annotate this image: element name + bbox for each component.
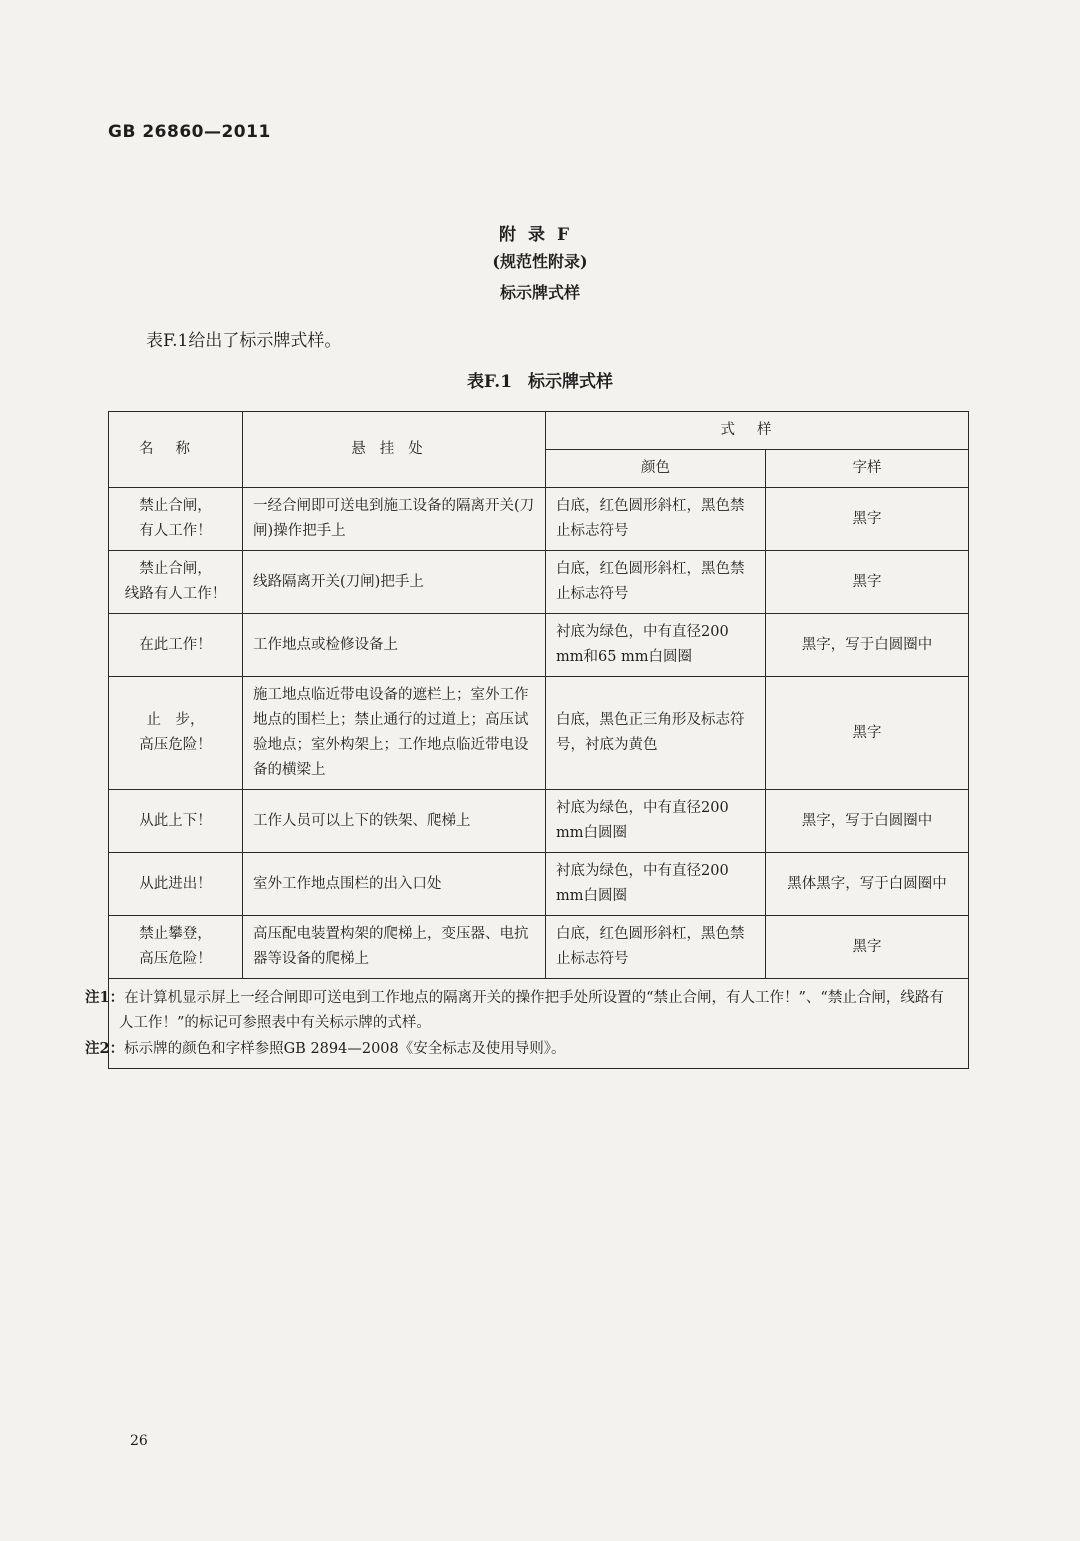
header-style: 式样 (546, 412, 969, 450)
cell-place (243, 614, 546, 677)
cell-font: 黑字，写于白圆圈中 (766, 614, 969, 677)
cell-place-line: 室外工作地点围栏的出入口处 (253, 875, 442, 892)
cell-name-line: 禁止攀登， (139, 926, 212, 942)
cell-place-line: 线路隔离开关(刀闸)把手上 (253, 573, 424, 590)
cell-color (546, 614, 766, 677)
cell-color-line: 白底，红色圆形斜杠，黑色禁止标志符号 (556, 926, 745, 967)
standard-code: GB 26860—2011 (108, 122, 271, 142)
table-row (109, 790, 969, 853)
cell-name-line: 高压危险！ (139, 951, 212, 967)
note-text: 在计算机显示屏上一经合闸即可送电到工作地点的隔离开关的操作把手处所设置的“禁止合闸，有人工作！”、“禁止合闸，线路有人工作！”的标记可参照表中有关标示牌的式样。 (119, 990, 944, 1031)
cell-name-line: 在此工作！ (139, 636, 212, 653)
cell-font: 黑字，写于白圆圈中 (766, 790, 969, 853)
cell-color-line: 白底，黑色正三角形及标志符号，衬底为黄色 (556, 712, 745, 753)
cell-name (109, 677, 243, 790)
cell-font: 黑字 (766, 551, 969, 614)
cell-name (109, 614, 243, 677)
cell-font: 黑体黑字，写于白圆圈中 (766, 853, 969, 916)
annex-title: 附录F (498, 225, 582, 245)
cell-color-line: 衬底为绿色，中有直径200 mm白圆圈 (556, 863, 729, 904)
cell-color (546, 488, 766, 551)
cell-color (546, 790, 766, 853)
annex-name: 标示牌式样 (499, 283, 580, 302)
table-caption-number: 表F.1 (466, 372, 513, 392)
table-caption (0, 367, 1080, 392)
cell-place-line: 施工地点临近带电设备的遮栏上；室外工作地点的围栏上；禁止通行的过道上；高压试验地点；室外构架上；工作地点临近带电设备的横梁上 (253, 687, 529, 778)
cell-name (109, 790, 243, 853)
cell-color-line: 衬底为绿色，中有直径200 mm和65 mm白圆圈 (556, 624, 729, 665)
cell-font: 黑字 (766, 916, 969, 979)
note-line (85, 985, 958, 1036)
header-color: 颜色 (546, 450, 766, 488)
cell-place-line: 一经合闸即可送电到施工设备的隔离开关(刀闸)操作把手上 (253, 498, 535, 539)
cell-name (109, 916, 243, 979)
cell-color (546, 677, 766, 790)
table-row (109, 916, 969, 979)
cell-place (243, 790, 546, 853)
cell-place (243, 677, 546, 790)
cell-place-line: 工作人员可以上下的铁架、爬梯上 (253, 812, 471, 829)
note-label: 注2： (85, 1040, 125, 1057)
cell-color-line: 衬底为绿色，中有直径200 mm白圆圈 (556, 800, 729, 841)
header-name: 名称 (109, 412, 243, 488)
table-row (109, 853, 969, 916)
note-text: 标示牌的颜色和字样参照GB 2894—2008《安全标志及使用导则》。 (124, 1041, 566, 1057)
cell-name-line: 高压危险！ (139, 737, 212, 753)
cell-name (109, 488, 243, 551)
cell-name-line: 止 步， (146, 712, 205, 728)
cell-color-line: 白底，红色圆形斜杠，黑色禁止标志符号 (556, 498, 745, 539)
table-row (109, 488, 969, 551)
cell-name-line: 从此进出！ (139, 875, 212, 892)
cell-font: 黑字 (766, 488, 969, 551)
table-row (109, 677, 969, 790)
cell-place (243, 551, 546, 614)
cell-name-line: 从此上下！ (139, 812, 212, 829)
cell-name (109, 551, 243, 614)
cell-place-line: 高压配电装置构架的爬梯上，变压器、电抗器等设备的爬梯上 (253, 926, 529, 967)
intro-text: 表F.1给出了标示牌式样。 (146, 331, 342, 351)
header-font: 字样 (766, 450, 969, 488)
cell-name-line: 有人工作！ (139, 523, 212, 539)
cell-name (109, 853, 243, 916)
cell-place (243, 916, 546, 979)
cell-place (243, 488, 546, 551)
note-line (85, 1036, 958, 1062)
table-notes (85, 979, 969, 1069)
sign-style-table (85, 411, 969, 1069)
table-caption-title: 标示牌式样 (528, 372, 614, 392)
annex-type: (规范性附录) (492, 252, 588, 271)
cell-color (546, 853, 766, 916)
cell-name-line: 禁止合闸， (139, 498, 212, 514)
table-row (109, 614, 969, 677)
cell-font: 黑字 (766, 677, 969, 790)
note-label: 注1： (85, 989, 125, 1006)
cell-color (546, 551, 766, 614)
page-number: 26 (130, 1433, 148, 1449)
header-place: 悬挂处 (243, 412, 546, 488)
cell-name-line: 禁止合闸， (139, 561, 212, 577)
table-row (109, 551, 969, 614)
cell-color (546, 916, 766, 979)
cell-name-line: 线路有人工作！ (124, 586, 227, 602)
cell-place-line: 工作地点或检修设备上 (253, 636, 398, 653)
cell-color-line: 白底，红色圆形斜杠，黑色禁止标志符号 (556, 561, 745, 602)
cell-place (243, 853, 546, 916)
table-body (109, 488, 969, 979)
